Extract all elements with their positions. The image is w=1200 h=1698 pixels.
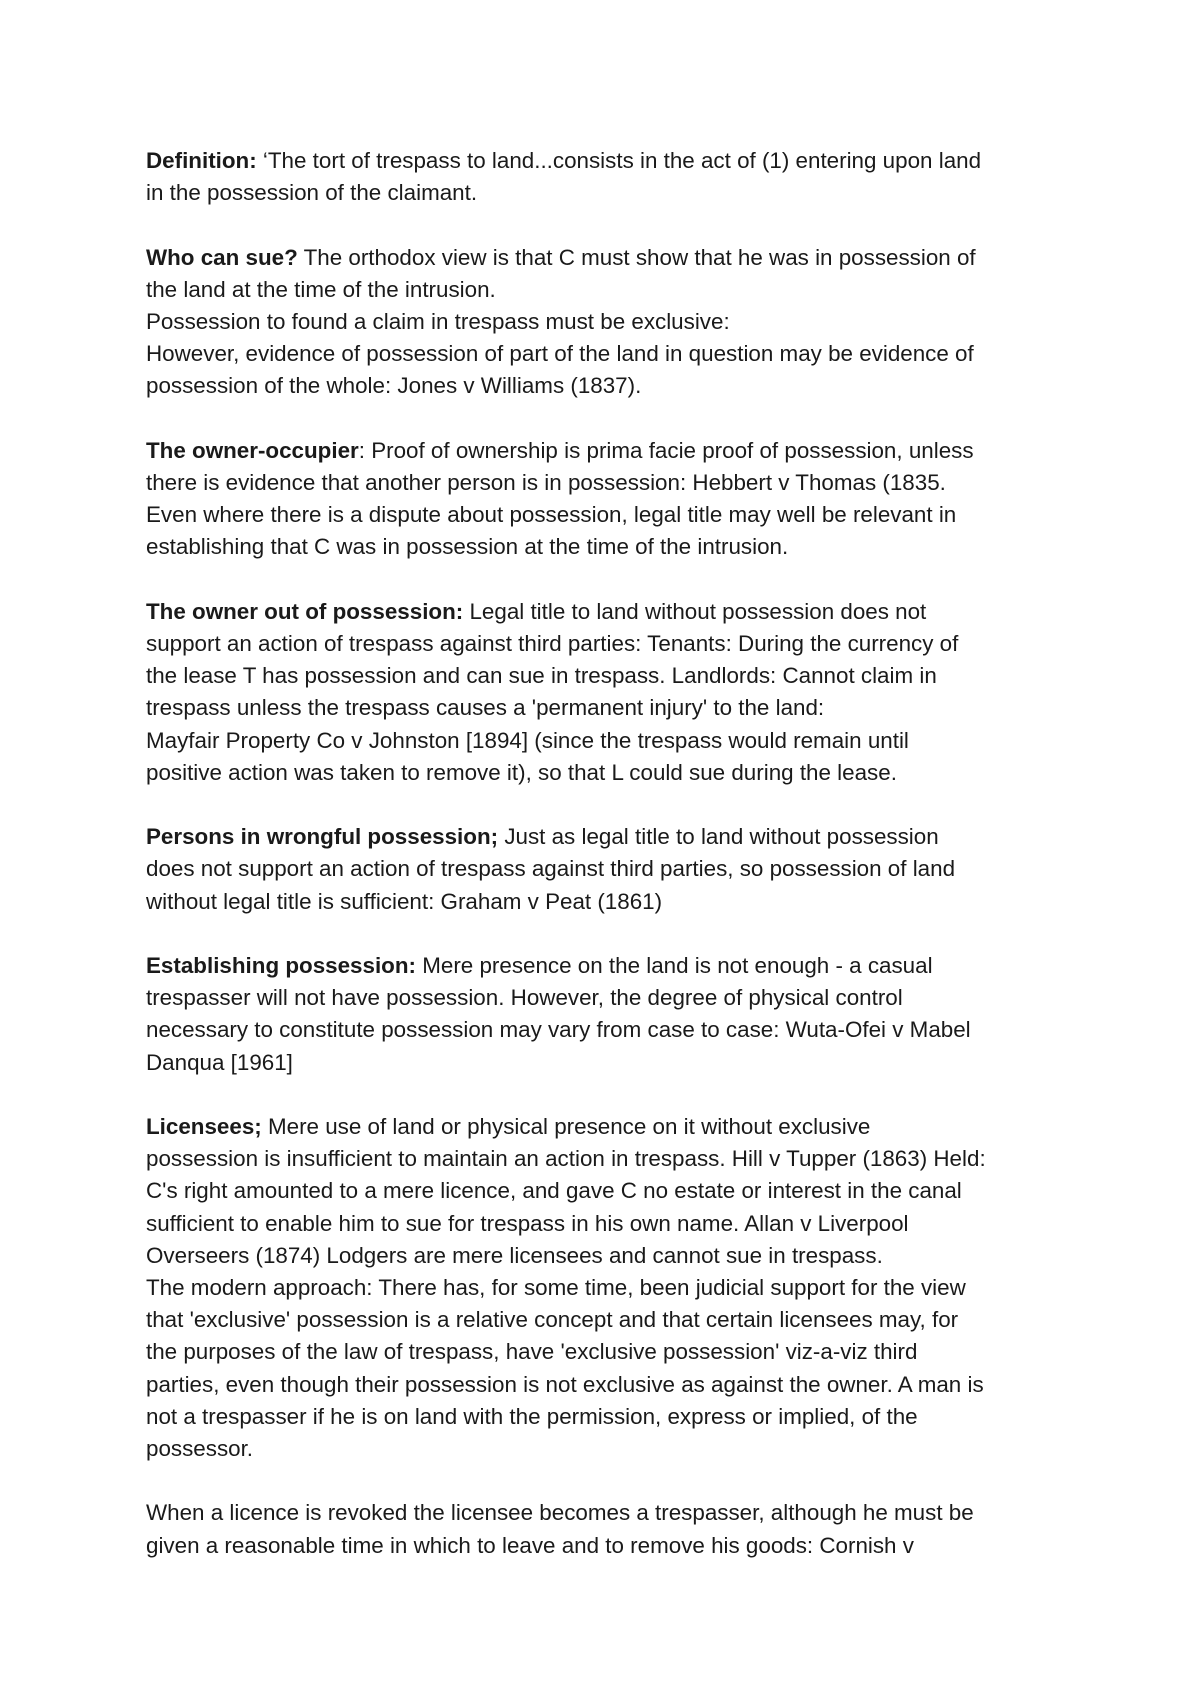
section-text: without legal title is sufficient: Graham v Peat (1861) — [146, 888, 663, 914]
section-text: there is evidence that another person is in possession: Hebbert v Thomas (1835. — [146, 470, 946, 495]
text-line — [146, 660, 1071, 692]
section-text: not a trespasser if he is on land with the permission, express or implied, of the — [146, 1403, 918, 1429]
section-text: possession is insufficient to maintain an action in trespass. Hill v Tupper (1863) Held: — [146, 1146, 986, 1172]
document-body — [146, 145, 1071, 1594]
text-line — [146, 821, 1071, 853]
section-text: When a licence is revoked the licensee becomes a trespasser, although he must be — [146, 1500, 974, 1526]
section-heading: Definition: — [146, 148, 257, 173]
section-heading: The owner-occupier — [146, 437, 359, 463]
section-text: positive action was taken to remove it), so that L could sue during the lease. — [146, 759, 897, 785]
text-line — [146, 950, 1071, 982]
section-who-can-sue — [146, 242, 1071, 403]
section-text: trespass unless the trespass causes a 'permanent injury' to the land: — [146, 695, 825, 721]
section-text: C's right amounted to a mere licence, and gave C no estate or interest in the canal — [146, 1178, 962, 1204]
text-line — [146, 628, 1071, 660]
text-line — [146, 499, 1071, 531]
text-line — [146, 1336, 1071, 1368]
text-line — [146, 531, 1071, 563]
section-text: Overseers (1874) Lodgers are mere licensees and cannot sue in trespass. — [146, 1242, 883, 1268]
text-line — [146, 435, 1071, 467]
section-heading: Licensees; — [146, 1114, 262, 1139]
text-line — [146, 1433, 1071, 1465]
text-line — [146, 725, 1071, 757]
text-line — [146, 1240, 1071, 1272]
text-line — [146, 1304, 1071, 1336]
section-owner-occupier — [146, 435, 1071, 564]
section-text: in the possession of the claimant. — [146, 180, 478, 206]
section-text: does not support an action of trespass against third parties, so possession of land — [146, 856, 956, 882]
section-text: Possession to found a claim in trespass must be exclusive: — [146, 309, 730, 334]
text-line — [146, 1047, 1071, 1079]
section-heading: The owner out of possession: — [146, 598, 464, 624]
section-heading: Establishing possession: — [146, 953, 416, 978]
section-heading: Persons in wrongful possession; — [146, 824, 499, 850]
text-line — [146, 1272, 1071, 1304]
section-text: sufficient to enable him to sue for trespass in his own name. Allan v Liverpool — [146, 1210, 909, 1236]
section-text: Mayfair Property Co v Johnston [1894] (since the trespass would remain until — [146, 727, 909, 753]
section-text: possessor. — [146, 1436, 254, 1462]
section-text: ‘The tort of trespass to land...consists in the act of (1) entering upon land — [256, 148, 982, 173]
section-revoked-licence — [146, 1497, 1071, 1561]
text-line — [146, 242, 1071, 274]
section-text: possession of the whole: Jones v Williams (1837). — [146, 373, 642, 399]
text-line — [146, 274, 1071, 306]
section-definition — [146, 145, 1071, 209]
section-text: Mere use of land or physical presence on it without exclusive — [261, 1114, 871, 1139]
section-text: However, evidence of possession of part of the land in question may be evidence of — [146, 341, 974, 367]
section-text: parties, even though their possession is not exclusive as against the owner. A man is — [146, 1371, 984, 1397]
section-text: the lease T has possession and can sue in trespass. Landlords: Cannot claim in — [146, 663, 937, 689]
text-line — [146, 1175, 1071, 1207]
text-line — [146, 853, 1071, 885]
text-line — [146, 1497, 1071, 1529]
text-line — [146, 596, 1071, 628]
text-line — [146, 757, 1071, 789]
section-text: establishing that C was in possession at the time of the intrusion. — [146, 534, 789, 560]
section-text: Even where there is a dispute about possession, legal title may well be relevant in — [146, 502, 957, 528]
text-line — [146, 1111, 1071, 1143]
section-text: Mere presence on the land is not enough - a casual — [416, 953, 933, 978]
text-line — [146, 370, 1071, 402]
text-line — [146, 692, 1071, 724]
text-line — [146, 1208, 1071, 1240]
text-line — [146, 467, 1071, 499]
section-text: trespasser will not have possession. However, the degree of physical control — [146, 985, 903, 1011]
section-text: The modern approach: There has, for some time, been judicial support for the view — [146, 1275, 966, 1301]
text-line — [146, 145, 1071, 177]
section-text: Danqua [1961] — [146, 1049, 293, 1075]
section-text: : Proof of ownership is prima facie proof of possession, unless — [358, 437, 974, 463]
text-line — [146, 1369, 1071, 1401]
section-text: necessary to constitute possession may vary from case to case: Wuta-Ofei v Mabel — [146, 1017, 971, 1043]
section-text: Just as legal title to land without possession — [498, 824, 939, 850]
section-licensees — [146, 1111, 1071, 1465]
text-line — [146, 306, 1071, 338]
text-line — [146, 886, 1071, 918]
text-line — [146, 982, 1071, 1014]
text-line — [146, 1014, 1071, 1046]
section-heading: Who can sue? — [146, 244, 298, 270]
text-line — [146, 1401, 1071, 1433]
section-wrongful-possession — [146, 821, 1071, 918]
section-text: given a reasonable time in which to leave and to remove his goods: Cornish v — [146, 1532, 914, 1558]
section-text: Legal title to land without possession does not — [463, 598, 927, 624]
section-text: the land at the time of the intrusion. — [146, 276, 496, 302]
text-line — [146, 1143, 1071, 1175]
section-text: The orthodox view is that C must show that he was in possession of — [297, 244, 976, 270]
section-establishing-possession — [146, 950, 1071, 1079]
text-line — [146, 1530, 1071, 1562]
section-text: that 'exclusive' possession is a relative concept and that certain licensees may, for — [146, 1307, 959, 1333]
section-owner-out-of-possession — [146, 596, 1071, 789]
text-line — [146, 338, 1071, 370]
section-text: the purposes of the law of trespass, have 'exclusive possession' viz-a-viz third — [146, 1339, 918, 1365]
section-text: support an action of trespass against third parties: Tenants: During the currency of — [146, 631, 959, 656]
text-line — [146, 177, 1071, 209]
